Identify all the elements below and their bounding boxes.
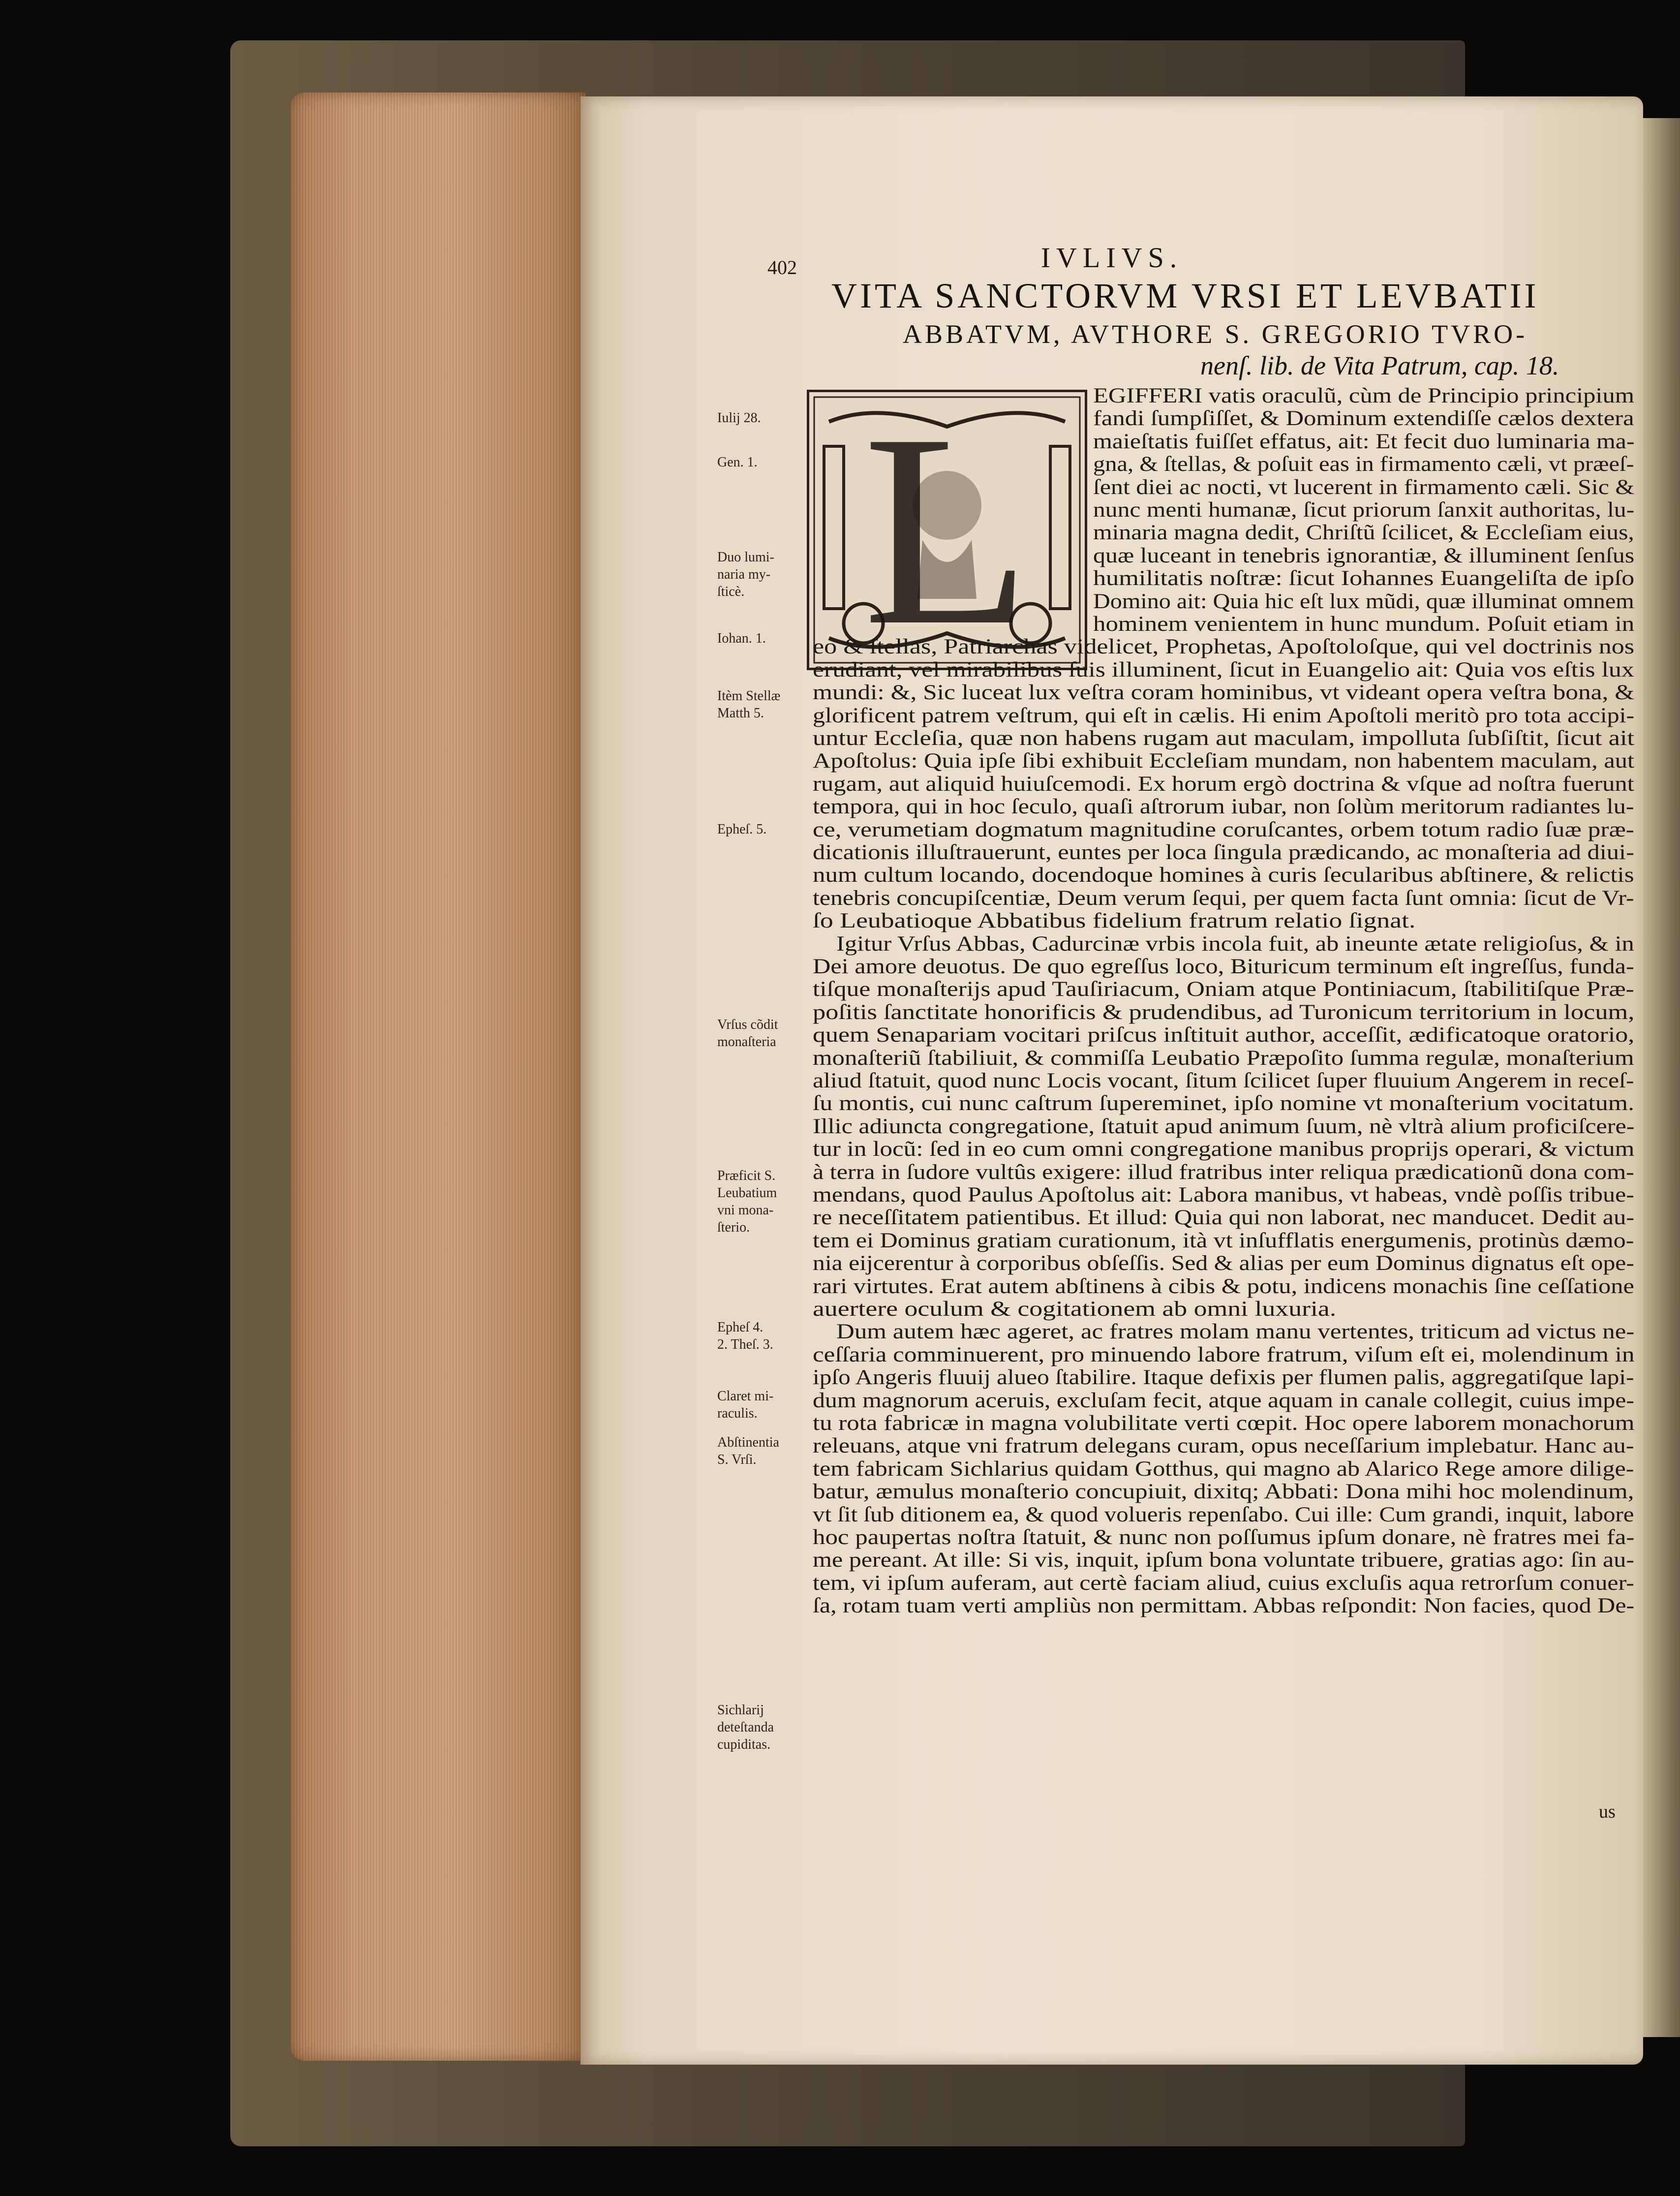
body-line: nia eijcerentur à corporibus obſeſſis. Sed & alias per eum Dominus dignatus eſt ope- xyxy=(813,1252,1634,1275)
body-line: releuans, atque vni fratrum delegans curam, opus neceſſarium implebatur. Hanc au- xyxy=(813,1434,1634,1458)
body-line: ipſo Angeris fluuij alueo ſtabilire. Itaque defixis per flumen palis, aggregatiſque lapi- xyxy=(813,1366,1634,1390)
decorated-initial xyxy=(807,390,1087,670)
chapter-source: nenſ. lib. de Vita Patrum, cap. 18. xyxy=(1200,351,1559,380)
margin-note: Gen. 1. xyxy=(717,455,758,470)
catchword: us xyxy=(1599,1801,1616,1822)
body-line: ſent diei ac nocti, vt lucerent in firmamento cæli. Sic & xyxy=(1093,475,1635,499)
body-line: minaria magna dedit, Chriſtũ ſcilicet, & Eccleſiam eius, xyxy=(1093,521,1634,545)
margin-note: Vrſus cõdit monaſteria xyxy=(717,1017,778,1050)
page-edges xyxy=(290,93,585,2061)
body-line: dum magnorum aceruis, excluſam fecit, atque aquam in canale collegit, cuius impe- xyxy=(813,1389,1634,1412)
facing-page-edge xyxy=(1643,118,1680,2037)
body-line: fandi ſumpſiſſet, & Dominum extendiſſe cælos dextera xyxy=(1093,407,1634,431)
margin-note: Abſtinentia S. Vrſi. xyxy=(717,1435,779,1467)
body-line: tur in locũ: ſed in eo cum omni congregatione manibus proprijs operari, & victum xyxy=(813,1138,1635,1161)
body-line: me pereant. At ille: Si vis, inquit, ipſum bona voluntate tribuere, gratias ago: ſin au- xyxy=(813,1548,1635,1572)
body-line: batur, æmulus monaſterio concupiuit, dixitq; Abbati: Dona mihi hoc molendinum, xyxy=(813,1480,1634,1504)
initial-letter: L xyxy=(862,390,1032,670)
body-line: num cultum locando, docendoque homines à curis ſecularibus abſtinere, & relictis xyxy=(813,864,1634,887)
body-line: Dum autem hæc ageret, ac fratres molam manu vertentes, triticum ad victus ne- xyxy=(836,1320,1635,1344)
body-line: tem fabricam Sichlarius quidam Gotthus, qui magno ab Alarico Rege amore dilige- xyxy=(813,1457,1634,1481)
body-line: Dei amore deuotus. De quo egreſſus loco, Bituricum terminum eſt ingreſſus, funda- xyxy=(813,955,1634,978)
body-line: Illic adiuncta congregatione, ſtatuit apud animum ſuum, nè vltrà alium proficiſcere- xyxy=(813,1114,1635,1138)
body-line: ſo Leubatioque Abbatibus fidelium fratrum relatio ſignat. xyxy=(813,909,1416,933)
margin-note: Præficit S. Leubatium vni mona- ſterio. xyxy=(717,1168,777,1235)
body-line: Domino ait: Quia hic eſt lux mũdi, quæ illuminat omnem xyxy=(1093,589,1634,613)
body-line: quem Senapariam vocitari priſcus inſtituit author, acceſſit, ædificatoque oratorio, xyxy=(813,1023,1635,1047)
body-line: untur Eccleſia, quæ non habens rugam aut maculam, impolluta ſubſiſtit, ſicut ait xyxy=(813,727,1635,750)
body-line: ſa, rotam tuam verti ampliùs non permittam. Abbas reſpondit: Non facies, quod De- xyxy=(813,1594,1635,1618)
body-line: eo & ſtellas, Patriarchas videlicet, Prophetas, Apoſtoloſque, qui vel doctrinis nos xyxy=(813,635,1635,659)
body-line: dicationis illuſtrauerunt, euntes per loca ſingula prædicando, ac monaſteria ad diui- xyxy=(813,841,1634,864)
margin-note: Epheſ 4. 2. Theſ. 3. xyxy=(717,1320,773,1352)
body-line: mendans, quod Paulus Apoſtolus ait: Labora manibus, vt habeas, vndè poſſis tribue- xyxy=(813,1183,1634,1206)
body-line: monaſteriũ ſtabiliuit, & commiſſa Leubatio Præpoſito ſumma regulæ, monaſterium xyxy=(813,1046,1634,1070)
body-line: ſu montis, cui nunc caſtrum ſupereminet, ipſo nomine vt monaſterium vocitatum. xyxy=(813,1092,1635,1115)
body-line: tiſque monaſterijs apud Tauſiriacum, Oniam atque Pontiniacum, ſtabilitiſque Præ- xyxy=(813,978,1634,1001)
body-line: hominem venientem in hunc mundum. Poſuit etiam in xyxy=(1093,613,1635,636)
body-line: rugam, aut aliquid huiuſcemodi. Ex horum ergò doctrina & vſque ad noſtra fuerunt xyxy=(813,772,1634,796)
body-line: mundi: &, Sic luceat lux veſtra coram hominibus, vt videant opera veſtra bona, & xyxy=(813,681,1635,705)
body-line: Igitur Vrſus Abbas, Cadurcinæ vrbis incola fuit, ab ineunte ætate religioſus, & in xyxy=(836,932,1634,956)
body-line: erudiant, vel mirabilibus ſuis illuminent, ſicut in Euangelio ait: Quia vos eſtis lux xyxy=(813,658,1634,681)
body-line: aliud ſtatuit, quod nunc Locis vocant, ſitum ſcilicet ſuper fluuium Angerem in receſ- xyxy=(813,1069,1634,1092)
margin-note: Itèm Stellæ Matth 5. xyxy=(717,688,781,721)
body-line: nunc menti humanæ, ſicut priorum ſanxit authoritas, lu- xyxy=(1093,498,1635,522)
margin-note: Epheſ. 5. xyxy=(717,822,767,837)
body-line: auertere oculum & cogitationem ab omni luxuria. xyxy=(813,1298,1337,1321)
body-line: poſitis ſanctitate honorificis & prudendibus, ad Turonicum territorium in locum, xyxy=(813,1000,1635,1024)
margin-note: Iulij 28. xyxy=(717,410,761,426)
body-line: hoc paupertas noſtra ſtatuit, & nunc non poſſumus ipſum donare, nè fratres mei fa- xyxy=(813,1526,1635,1549)
chapter-title: VITA SANCTORVM VRSI ET LEVBATII xyxy=(831,276,1539,315)
margin-note: Iohan. 1. xyxy=(717,631,766,646)
body-line: maieſtatis fuiſſet effatus, ait: Et fecit duo luminaria ma- xyxy=(1093,430,1635,453)
page-number: 402 xyxy=(767,256,797,278)
body-line: Apoſtolus: Quia ipſe ſibi exhibuit Eccleſiam mundam, non habentem maculam, aut xyxy=(813,749,1635,773)
body-line: humilitatis noſtræ: ſicut Iohannes Euangeliſta de ipſo xyxy=(1093,567,1635,590)
body-line: quæ luceant in tenebris ignorantiæ, & illuminent ſenſus xyxy=(1093,544,1635,567)
body-line: EGIFFERI vatis oraculũ, cùm de Principio principium xyxy=(1093,384,1635,407)
body-line: tenebris concupiſcentiæ, Deum verum ſequi, per quem facta ſunt omnia: ſicut de Vr- xyxy=(813,886,1634,910)
body-line: tempora, qui in hoc ſeculo, quaſi aſtrorum iubar, non ſolùm meritorum radiantes lu- xyxy=(813,795,1634,819)
body-line: vt ſit ſub ditionem ea, & quod volueris repenſabo. Cui ille: Cum grandi, inquit, labore xyxy=(813,1503,1634,1526)
running-head: IVLIVS. xyxy=(1040,242,1183,274)
margin-note: Claret mi- raculis. xyxy=(717,1389,774,1421)
margin-note: Duo lumi- naria my- ſticè. xyxy=(717,550,774,599)
body-line: tem ei Dominus gratiam curationum, ità vt inſufflatis energumenis, protinùs dæmo- xyxy=(813,1229,1634,1252)
body-line: à terra in ſudore vultûs exigere: illud fratribus inter reliqua prædicationũ dona com- xyxy=(813,1160,1634,1184)
body-line: rari virtutes. Erat autem abſtinens à cibis & potu, indicens monachis ſine ceſſatione xyxy=(813,1274,1634,1298)
body-line: re neceſſitatem patientibus. Et illud: Quia qui non laborat, nec manducet. Dedit au- xyxy=(813,1206,1635,1230)
body-line: ce, verumetiam dogmatum magnitudine coruſcantes, orbem totum radio ſuæ præ- xyxy=(813,818,1634,841)
body-line: ceſſaria comminuerent, pro minuendo labore fratrum, viſum eſt ei, molendinum in xyxy=(813,1343,1635,1366)
body-line: gna, & ſtellas, & poſuit eas in firmamento cæli, vt præeſ- xyxy=(1093,453,1634,476)
body-line: tem, vi ipſum auferam, aut certè faciam aliud, cuius excluſis aqua retrorſum conuer- xyxy=(813,1571,1634,1595)
margin-note: Sichlarij deteſtanda cupiditas. xyxy=(717,1702,774,1752)
chapter-subtitle: ABBATVM, AVTHORE S. GREGORIO TVRO- xyxy=(903,319,1528,349)
body-line: tu rota fabricæ in magna volubilitate verti cœpit. Hoc opere laborem monachorum xyxy=(813,1412,1635,1435)
body-line: glorificent patrem veſtrum, qui eſt in cælis. Hi enim Apoſtoli meritò pro tota accipi- xyxy=(813,704,1635,727)
